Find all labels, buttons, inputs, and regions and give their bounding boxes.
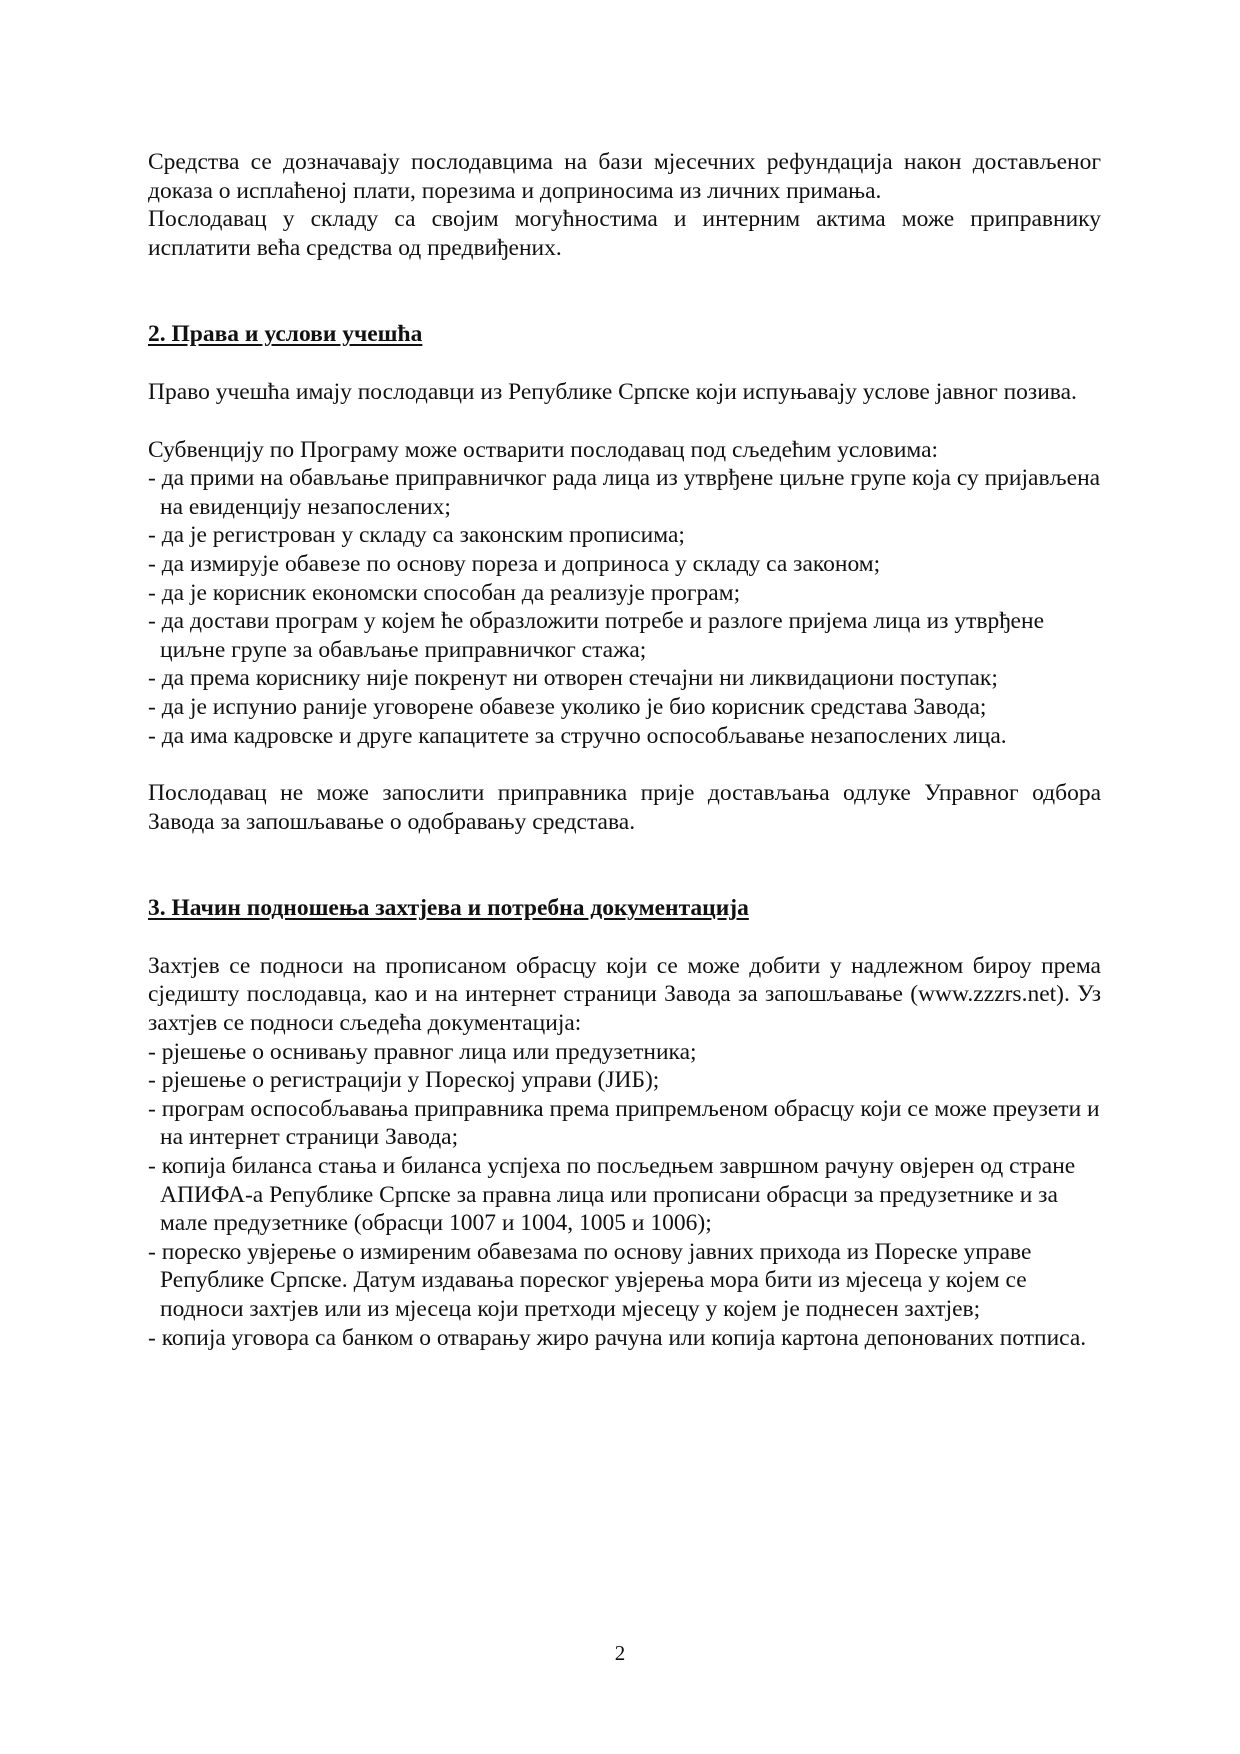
section-2-paragraph-1: Право учешћа имају послодавци из Републике Српске који испуњавају услове јавног позива. xyxy=(148,378,1077,405)
list-item: - пореско увјерење о измиреним обавезама по основу јавних прихода из Пореске управе Републике Српске. Датум издавања пореског увјерења мора бити из мјесеца у којем се подноси захтјев или из мјесеца који претходи мјесецу у којем је поднесен захтјев; xyxy=(148,1238,1032,1322)
list-item: - рјешење о оснивању правног лица или предузетника; xyxy=(148,1038,697,1065)
documents-list xyxy=(148,1038,1101,1353)
section-3-intro: Захтјев се подноси на прописаном обрасцу који се може добити у надлежном бироу према сједишту послодавца, као и на интернет страници Завода за запошљавање (www.zzzrs.net). Уз захтјев се подноси сљедећа документација: xyxy=(148,952,1101,1037)
list-item: - да измирује обавезе по основу пореза и доприноса у складу са законом; xyxy=(148,550,881,577)
list-item: - да има кадровске и друге капацитете за стручно оспособљавање незапослених лица. xyxy=(148,722,1007,749)
list-item: - да прими на обављање приправничког рада лица из утврђене циљне групе која су пријављена на евиденцију незапослених; xyxy=(148,465,1101,520)
page-number: 2 xyxy=(614,1641,626,1665)
section-2-paragraph-last: Послодавац не може запослити приправника прије достављања одлуке Управног одбора Завода за запошљавање о одобравању средстава. xyxy=(148,780,1101,835)
intro-paragraph-2: Послодавац у складу са својим могућностима и интерним актима може приправнику исплатити већа средства од предвиђених. xyxy=(148,206,1101,261)
section-2-heading: 2. Права и услови учешћа xyxy=(148,321,423,348)
list-item: - да је испунио раније уговорене обавезе уколико је био корисник средстава Завода; xyxy=(148,693,987,720)
list-item: - да је регистрован у складу са законским прописима; xyxy=(148,522,685,549)
document-page xyxy=(148,148,1101,1352)
list-item: - копија уговора са банком о отварању жиро рачуна или копија картона депонованих потписа. xyxy=(148,1324,1087,1351)
list-item: - рјешење о регистрацији у Пореској управи (ЈИБ); xyxy=(148,1067,660,1094)
section-3-heading: 3. Начин подношења захтјева и потребна документација xyxy=(148,895,749,922)
conditions-list xyxy=(148,464,1101,750)
list-item: - да је корисник економски способан да реализује програм; xyxy=(148,579,741,606)
conditions-intro: Субвенцију по Програму може остварити послодавац под сљедећим условима: xyxy=(148,436,939,463)
list-item: - копија биланса стања и биланса успјеха по посљедњем завршном рачуну овјерен од стране АПИФА-а Републике Српске за правна лица или прописани обрасци за предузетнике и за мале предузетнике (обрасци 1007 и 1004, 1005 и 1006); xyxy=(148,1153,1076,1237)
list-item: - програм оспособљавања приправника према припремљеном обрасцу који се може преузети и на интернет страници Завода; xyxy=(148,1095,1100,1151)
list-item: - да достави програм у којем ће образложити потребе и разлоге пријема лица из утврђене циљне групе за обављање приправничког стажа; xyxy=(148,608,1044,663)
list-item: - да према кориснику није покренут ни отворен стечајни ни ликвидациони поступак; xyxy=(148,665,998,692)
intro-paragraph-1: Средства се дозначавају послодавцима на бази мјесечних рефундација након достављеног доказа о исплаћеној плати, порезима и доприносима из личних примања. xyxy=(148,149,1101,204)
